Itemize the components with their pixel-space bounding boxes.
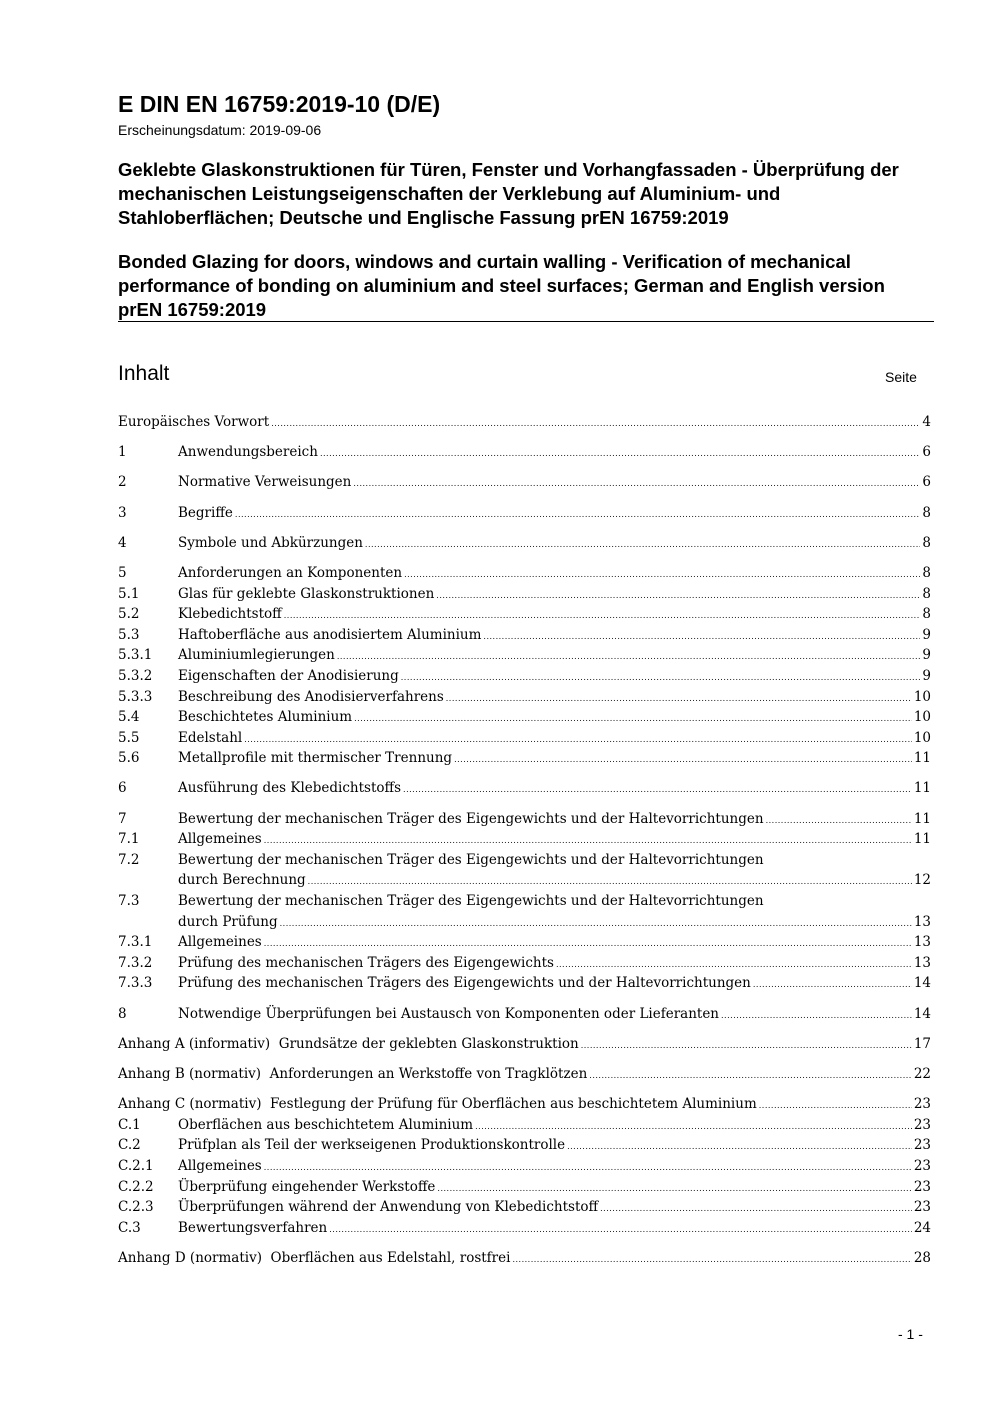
- toc-entry-page: 6: [922, 444, 931, 461]
- toc-entry-title: Prüfung des mechanischen Trägers des Eigengewichts und der Haltevorrichtungen: [178, 975, 751, 992]
- document-id: E DIN EN 16759:2019-10 (D/E): [118, 91, 441, 117]
- toc-heading: Inhalt: [118, 362, 170, 385]
- toc-entry[interactable]: [118, 1156, 931, 1177]
- toc-entry[interactable]: [118, 604, 931, 625]
- toc-entry-page: 23: [913, 1178, 931, 1195]
- toc-entry-number: 5: [118, 564, 127, 581]
- toc-dot-leader: [437, 1179, 911, 1200]
- toc-entry-title: Glas für geklebte Glaskonstruktionen: [178, 585, 435, 602]
- toc-page-column-label: Seite: [885, 369, 917, 385]
- toc-dot-leader: [337, 647, 921, 668]
- toc-entry-title: Anwendungsbereich: [178, 444, 318, 461]
- toc-entry-page: 22: [913, 1065, 931, 1082]
- toc-entry-title: Prüfung des mechanischen Trägers des Eigengewichts: [178, 954, 554, 971]
- toc-entry-page: 23: [913, 1096, 931, 1113]
- toc-entry[interactable]: [118, 953, 931, 974]
- toc-entry-title: Symbole und Abkürzungen: [178, 534, 363, 551]
- toc-entry[interactable]: [118, 1115, 931, 1136]
- toc-entry-title: Anhang C (normativ) Festlegung der Prüfung für Oberflächen aus beschichtetem Aluminium: [118, 1096, 757, 1113]
- toc-entry-number: 2: [118, 474, 127, 491]
- toc-entry-title-continued: durch Berechnung: [178, 872, 306, 889]
- title-english: Bonded Glazing for doors, windows and curtain walling - Verification of mechanical performance of bonding on aluminium and steel surfaces; German and English version prEN 16759:2019: [118, 251, 885, 320]
- toc-entry[interactable]: [118, 584, 931, 605]
- toc-dot-leader: [404, 565, 920, 586]
- toc-entry-page: 6: [922, 474, 931, 491]
- toc-entry-page: 13: [913, 954, 931, 971]
- toc-dot-leader: [759, 1096, 912, 1117]
- toc-dot-leader: [235, 505, 921, 526]
- toc-entry-number: 6: [118, 780, 127, 797]
- toc-dot-leader: [600, 1199, 912, 1220]
- toc-entry-number: 7.3.1: [118, 934, 153, 951]
- toc-entry-number: C.1: [118, 1116, 141, 1133]
- toc-entry-number: 7.2: [118, 851, 140, 868]
- toc-entry[interactable]: [118, 748, 931, 769]
- toc-entry-page: 8: [922, 606, 931, 623]
- toc-dot-leader: [483, 627, 920, 648]
- toc-entry-number: 5.3.1: [118, 647, 153, 664]
- toc-entry-title: Allgemeines: [178, 934, 262, 951]
- toc-entry-page: 8: [922, 504, 931, 521]
- toc-dot-leader: [436, 586, 920, 607]
- toc-entry-number: 5.1: [118, 585, 140, 602]
- toc-entry[interactable]: [118, 850, 931, 891]
- toc-entry-title: Eigenschaften der Anodisierung: [178, 667, 399, 684]
- toc-dot-leader: [354, 709, 912, 730]
- toc-entry[interactable]: [118, 728, 931, 749]
- toc-entry-title: Bewertungsverfahren: [178, 1219, 328, 1236]
- toc-entry-title: Prüfplan als Teil der werkseigenen Produktionskontrolle: [178, 1137, 566, 1154]
- toc-entry[interactable]: [118, 1064, 931, 1085]
- publication-date: Erscheinungsdatum: 2019-09-06: [118, 122, 322, 138]
- toc-entry-title: Metallprofile mit thermischer Trennung: [178, 750, 453, 767]
- toc-entry[interactable]: [118, 1094, 931, 1115]
- table-of-contents: [118, 412, 931, 1269]
- toc-entry-number: C.2.3: [118, 1199, 154, 1216]
- toc-dot-leader: [271, 414, 920, 435]
- toc-entry[interactable]: [118, 809, 931, 830]
- toc-entry[interactable]: [118, 829, 931, 850]
- toc-entry-title: Anforderungen an Komponenten: [178, 564, 403, 581]
- toc-entry-title: Europäisches Vorwort: [118, 414, 270, 430]
- toc-dot-leader: [264, 934, 912, 955]
- toc-entry-page: 23: [913, 1157, 931, 1174]
- toc-dot-leader: [446, 689, 912, 710]
- toc-entry-page: 14: [913, 1005, 931, 1022]
- toc-entry-title-continued: durch Prüfung: [178, 913, 278, 930]
- toc-entry-title: Begriffe: [178, 504, 233, 521]
- toc-entry-page: 23: [913, 1137, 931, 1154]
- toc-entry-page: 10: [913, 729, 931, 746]
- toc-entry[interactable]: [118, 707, 931, 728]
- toc-entry-title: Bewertung der mechanischen Träger des Eigengewichts und der Haltevorrichtungen: [178, 810, 764, 827]
- toc-entry-page: 11: [913, 780, 931, 797]
- toc-entry[interactable]: [118, 666, 931, 687]
- toc-dot-leader: [329, 1220, 912, 1241]
- toc-entry-page: 13: [913, 934, 931, 951]
- toc-entry-number: C.2.1: [118, 1157, 154, 1174]
- toc-dot-leader: [284, 606, 921, 627]
- toc-entry-number: C.2: [118, 1137, 141, 1154]
- toc-entry-page: 11: [913, 831, 931, 848]
- toc-dot-leader: [512, 1250, 911, 1271]
- toc-entry[interactable]: [118, 1218, 931, 1239]
- toc-entry[interactable]: [118, 442, 931, 463]
- toc-dot-leader: [556, 955, 912, 976]
- toc-entry-page: 8: [922, 564, 931, 581]
- toc-entry[interactable]: [118, 1135, 931, 1156]
- toc-entry-page: 13: [913, 913, 931, 930]
- toc-entry[interactable]: [118, 472, 931, 493]
- toc-entry[interactable]: [118, 1004, 931, 1025]
- toc-entry-title: Anhang D (normativ) Oberflächen aus Edelstahl, rostfrei: [118, 1249, 511, 1266]
- toc-entry-page: 11: [913, 810, 931, 827]
- toc-entry[interactable]: [118, 687, 931, 708]
- toc-dot-leader: [353, 474, 920, 495]
- toc-dot-leader: [244, 730, 912, 751]
- toc-entry[interactable]: [118, 1034, 931, 1055]
- toc-entry-title: Klebedichtstoff: [178, 606, 282, 623]
- toc-entry-number: 7.3: [118, 893, 140, 910]
- title-divider: [118, 321, 934, 322]
- toc-dot-leader: [401, 668, 921, 689]
- toc-dot-leader: [264, 1158, 912, 1179]
- toc-entry[interactable]: [118, 1248, 931, 1269]
- toc-entry-page: 11: [913, 750, 931, 767]
- toc-entry-title: Haftoberfläche aus anodisiertem Aluminium: [178, 626, 482, 643]
- toc-dot-leader: [454, 750, 912, 771]
- page-number: - 1 -: [898, 1326, 923, 1342]
- toc-entry-number: 5.3: [118, 626, 140, 643]
- toc-entry[interactable]: [118, 891, 931, 932]
- toc-entry-page: 8: [922, 585, 931, 602]
- toc-entry-number: C.2.2: [118, 1178, 154, 1195]
- toc-dot-leader: [589, 1066, 912, 1087]
- toc-entry-page: 10: [913, 688, 931, 705]
- toc-dot-leader: [264, 831, 912, 852]
- toc-entry-title: Bewertung der mechanischen Träger des Eigengewichts und der Haltevorrichtungen: [178, 893, 764, 910]
- toc-entry-number: 5.6: [118, 750, 140, 767]
- title-german: Geklebte Glaskonstruktionen für Türen, Fenster und Vorhangfassaden - Überprüfung der mechanischen Leistungseigenschaften der Verklebung auf Aluminium- und Stahloberflächen; Deutsche und Englische Fassung prEN 16759:2019: [118, 159, 899, 228]
- toc-dot-leader: [766, 811, 912, 832]
- toc-entry-number: 5.4: [118, 709, 140, 726]
- toc-entry-number: 5.3.3: [118, 688, 153, 705]
- toc-entry-page: 10: [913, 709, 931, 726]
- toc-entry[interactable]: [118, 932, 931, 953]
- toc-entry-title: Notwendige Überprüfungen bei Austausch von Komponenten oder Lieferanten: [178, 1005, 720, 1022]
- toc-entry-title: Edelstahl: [178, 729, 243, 746]
- toc-entry[interactable]: [118, 645, 931, 666]
- toc-entry-title: Anhang B (normativ) Anforderungen an Werkstoffe von Tragklötzen: [118, 1065, 588, 1082]
- toc-entry-page: 9: [922, 647, 931, 664]
- toc-entry[interactable]: [118, 503, 931, 524]
- toc-entry-title: Beschreibung des Anodisierverfahrens: [178, 688, 444, 705]
- toc-dot-leader: [475, 1117, 912, 1138]
- toc-entry-page: 17: [913, 1035, 931, 1052]
- toc-entry-page: 8: [922, 534, 931, 551]
- toc-dot-leader: [308, 872, 912, 893]
- toc-entry-title: Bewertung der mechanischen Träger des Eigengewichts und der Haltevorrichtungen: [178, 851, 764, 868]
- toc-entry[interactable]: [118, 1197, 931, 1218]
- toc-entry-title: Allgemeines: [178, 831, 262, 848]
- toc-entry[interactable]: [118, 563, 931, 584]
- toc-dot-leader: [567, 1137, 912, 1158]
- toc-entry-title: Allgemeines: [178, 1157, 262, 1174]
- toc-entry-number: 4: [118, 534, 127, 551]
- toc-entry-number: 5.2: [118, 606, 140, 623]
- toc-entry-page: 23: [913, 1116, 931, 1133]
- toc-entry[interactable]: [118, 412, 931, 433]
- toc-dot-leader: [365, 535, 920, 556]
- toc-dot-leader: [721, 1006, 912, 1027]
- toc-dot-leader: [581, 1036, 912, 1057]
- toc-entry-title: Normative Verweisungen: [178, 474, 352, 491]
- toc-entry[interactable]: [118, 533, 931, 554]
- toc-entry-page: 28: [913, 1249, 931, 1266]
- toc-entry-title: Anhang A (informativ) Grundsätze der geklebten Glaskonstruktion: [118, 1035, 579, 1052]
- toc-entry-page: 12: [913, 872, 931, 889]
- toc-entry[interactable]: [118, 778, 931, 799]
- toc-entry-page: 4: [922, 414, 931, 430]
- toc-dot-leader: [753, 975, 912, 996]
- toc-entry-title: Überprüfungen während der Anwendung von Klebedichtstoff: [178, 1199, 599, 1216]
- toc-entry-page: 9: [922, 667, 931, 684]
- toc-entry-page: 14: [913, 975, 931, 992]
- toc-dot-leader: [320, 444, 920, 465]
- toc-entry[interactable]: [118, 625, 931, 646]
- toc-entry-title: Überprüfung eingehender Werkstoffe: [178, 1178, 436, 1195]
- toc-dot-leader: [403, 780, 912, 801]
- toc-entry-number: 7: [118, 810, 127, 827]
- toc-entry-title: Ausführung des Klebedichtstoffs: [178, 780, 402, 797]
- toc-entry-title: Beschichtetes Aluminium: [178, 709, 353, 726]
- toc-entry-number: 7.3.2: [118, 954, 153, 971]
- toc-entry-number: 5.3.2: [118, 667, 153, 684]
- toc-entry[interactable]: [118, 1177, 931, 1198]
- toc-entry-page: 24: [913, 1219, 931, 1236]
- toc-entry-number: 7.3.3: [118, 975, 153, 992]
- toc-entry-number: 8: [118, 1005, 127, 1022]
- toc-entry[interactable]: [118, 973, 931, 994]
- toc-entry-page: 9: [922, 626, 931, 643]
- toc-entry-number: 5.5: [118, 729, 140, 746]
- toc-entry-title: Oberflächen aus beschichtetem Aluminium: [178, 1116, 474, 1133]
- toc-dot-leader: [280, 914, 912, 935]
- toc-entry-number: 7.1: [118, 831, 140, 848]
- toc-entry-number: 3: [118, 504, 127, 521]
- toc-entry-number: C.3: [118, 1219, 141, 1236]
- toc-entry-number: 1: [118, 444, 127, 461]
- toc-entry-title: Aluminiumlegierungen: [178, 647, 335, 664]
- toc-entry-page: 23: [913, 1199, 931, 1216]
